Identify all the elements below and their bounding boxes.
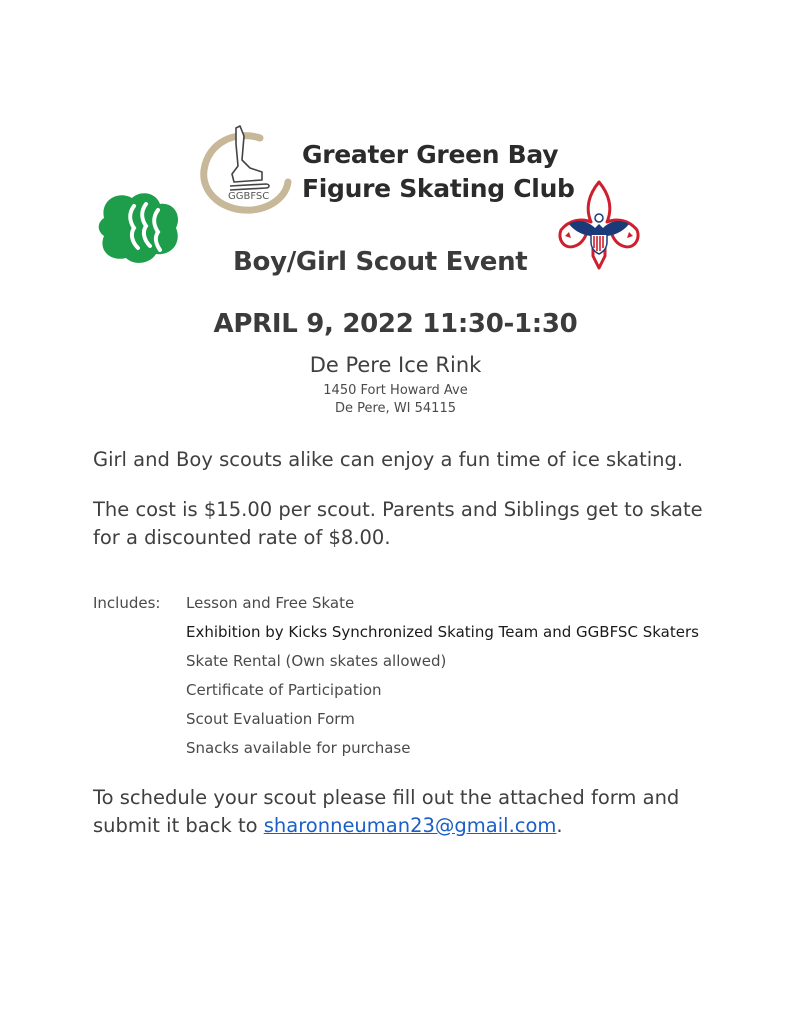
closing-period: . [556, 814, 563, 837]
event-date-time: APRIL 9, 2022 11:30-1:30 [213, 309, 578, 339]
club-logo-text: GGBFSC [228, 191, 270, 202]
event-title: Boy/Girl Scout Event [233, 247, 528, 277]
includes-list [186, 594, 699, 768]
includes-item: Exhibition by Kicks Synchronized Skating Team and GGBFSC Skaters [186, 623, 699, 641]
closing-text: To schedule your scout please fill out the attached form and submit it back to [93, 786, 680, 837]
includes-item: Lesson and Free Skate [186, 594, 355, 612]
includes-label: Includes: [93, 594, 161, 612]
includes-item: Certificate of Participation [186, 681, 382, 699]
closing-paragraph [93, 784, 693, 840]
email-link[interactable]: sharonneuman23@gmail.com [263, 814, 557, 837]
girl-scouts-logo [94, 188, 184, 266]
cost-paragraph: The cost is $15.00 per scout. Parents and Siblings get to skate for a discounted rate of $8.00. [93, 498, 703, 549]
includes-item: Scout Evaluation Form [186, 710, 355, 728]
event-venue: De Pere Ice Rink [309, 353, 482, 377]
club-logo [196, 120, 296, 218]
club-name-line2: Figure Skating Club [302, 174, 575, 203]
club-name-line1: Greater Green Bay [302, 140, 559, 169]
club-name [302, 138, 575, 206]
includes-item: Skate Rental (Own skates allowed) [186, 652, 447, 670]
intro-paragraph: Girl and Boy scouts alike can enjoy a fun time of ice skating. [93, 448, 684, 471]
address-line2: De Pere, WI 54115 [334, 401, 456, 416]
includes-item: Snacks available for purchase [186, 739, 411, 757]
address-line1: 1450 Fort Howard Ave [323, 383, 468, 398]
boy-scouts-logo [555, 180, 643, 272]
